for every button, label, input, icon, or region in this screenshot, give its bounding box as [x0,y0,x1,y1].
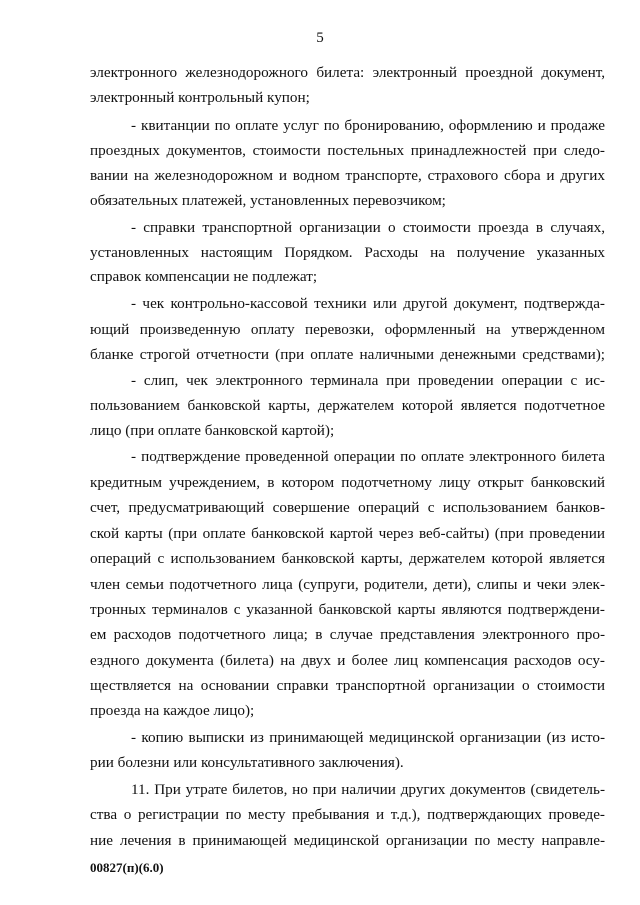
text-line: - подтверждение проведенной операции по оплате электронного билета [131,448,605,465]
text-line: ездного документа (билета) на двух и более лиц компенсация расходов осу- [90,652,605,669]
text-line: ем расходов подотчетного лица; в случае представления электронного про- [90,626,605,643]
text-line: бланке строгой отчетности (при оплате наличными денежными средствами); [90,346,605,363]
text-line: установленных настоящим Порядком. Расходы на получение указанных [90,244,605,261]
text-line: кредитным учреждением, в котором подотчетному лицу открыт банковский [90,474,605,491]
text-line: лицо (при оплате банковской картой); [90,422,335,439]
text-line: - справки транспортной организации о стоимости проезда в случаях, [131,219,605,236]
text-line: операций с использованием банковской карты, держателем которой является [90,550,605,567]
text-line: пользованием банковской карты, держателем которой является подотчетное [90,397,605,414]
text-line: обязательных платежей, установленных перевозчиком; [90,192,446,209]
text-line: - копию выписки из принимающей медицинской организации (из исто- [131,729,605,746]
text-line: рии болезни или консультативного заключения). [90,754,404,771]
text-line: член семьи подотчетного лица (супруги, родители, дети), слипы и чеки элек- [90,576,605,593]
text-line: ние лечения в принимающей медицинской организации по месту направле- [90,832,605,849]
text-line: ществляется на основании справки транспортной организации о стоимости [90,677,605,694]
text-line: электронный контрольный купон; [90,89,310,106]
text-line: - квитанции по оплате услуг по бронированию, оформлению и продаже [131,117,605,134]
text-line: ской карты (при оплате банковской картой через веб-сайты) (при проведении [90,525,605,542]
text-line: 11. При утрате билетов, но при наличии других документов (свидетель- [131,781,605,798]
text-line: проезда на каждое лицо); [90,702,255,719]
text-line: тронных терминалов с указанной банковской карты являются подтверждени- [90,601,605,618]
text-line: электронного железнодорожного билета: электронный проездной документ, [90,64,605,81]
text-line: ющий произведенную оплату перевозки, оформленный на утвержденном [90,321,605,338]
page-number: 5 [316,30,324,46]
text-line: счет, предусматривающий совершение операций с использованием банков- [90,499,605,516]
text-line: - чек контрольно-кассовой техники или другой документ, подтвержда- [131,295,605,312]
text-line: ства о регистрации по месту пребывания и т.д.), подтверждающих проведе- [90,806,605,823]
text-line: - слип, чек электронного терминала при проведении операции с ис- [131,372,605,389]
text-line: проездных документов, стоимости постельных принадлежностей при следо- [90,142,605,159]
text-line: вании на железнодорожном и водном транспорте, страхового сбора и других [90,167,605,184]
document-code: 00827(п)(6.0) [90,860,164,875]
text-line: справок компенсации не подлежат; [90,268,318,285]
